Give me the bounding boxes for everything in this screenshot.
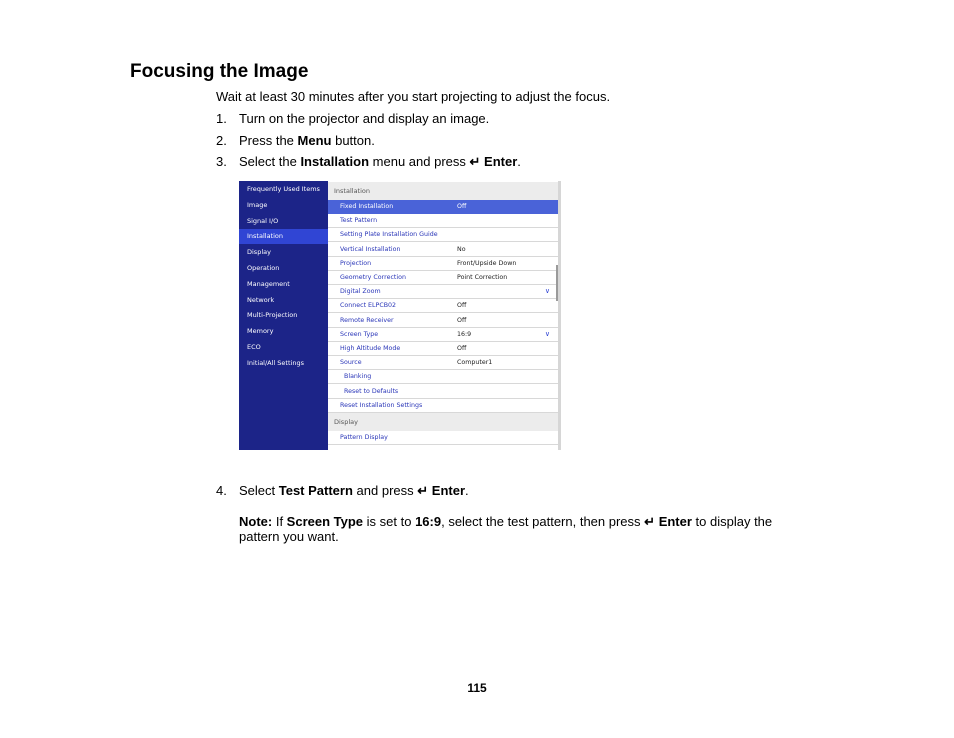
- menu-row[interactable]: [328, 431, 558, 445]
- enter-keyword: Enter: [658, 514, 692, 529]
- screen-type-keyword: Screen Type: [286, 514, 364, 529]
- menu-row-value: Computer1: [457, 359, 493, 367]
- menu-row-label: Projection: [340, 259, 372, 267]
- menu-row[interactable]: [328, 342, 558, 356]
- menu-row[interactable]: [328, 385, 558, 399]
- menu-row-value: Off: [457, 345, 467, 352]
- note: Note: If Screen Type is set to 16:9, select the test pattern, then press ↵ Enter to display the pattern you want.: [239, 514, 773, 544]
- step-number: 2.: [216, 133, 227, 148]
- menu-row[interactable]: [328, 356, 558, 370]
- menu-row-label: Geometry Correction: [340, 274, 406, 281]
- menu-row-value: Front/Upside Down: [457, 259, 517, 267]
- sidebar-item[interactable]: Initial/All Settings: [247, 358, 304, 367]
- chevron-down-icon: ∨: [544, 329, 550, 338]
- menu-row-label: Reset to Defaults: [344, 387, 399, 395]
- sidebar-item[interactable]: Memory: [247, 327, 274, 336]
- page-number: 115: [467, 681, 487, 695]
- step-text: Select the Installation menu and press ↵ Enter.: [239, 154, 521, 169]
- menu-row-value: Point Correction: [457, 274, 508, 281]
- menu-row-label: Vertical Installation: [340, 245, 401, 253]
- menu-row-value: Off: [457, 316, 467, 324]
- menu-keyword: Menu: [297, 133, 332, 148]
- menu-row[interactable]: [328, 328, 558, 342]
- menu-screenshot: [239, 181, 561, 450]
- menu-row-label: Digital Zoom: [340, 288, 381, 296]
- note-label: Note:: [239, 514, 273, 529]
- menu-row-label: Reset Installation Settings: [340, 401, 423, 409]
- menu-row-value: Off: [457, 302, 467, 310]
- sidebar-item[interactable]: Network: [247, 295, 275, 304]
- menu-row[interactable]: [328, 214, 558, 228]
- enter-icon: ↵: [417, 483, 429, 498]
- chevron-down-icon: ∨: [544, 287, 550, 296]
- menu-row[interactable]: [328, 271, 558, 285]
- menu-panel: [328, 181, 558, 450]
- step-text: Press the Menu button.: [239, 133, 375, 148]
- menu-row-value: 16:9: [457, 330, 472, 338]
- page-title: Focusing the Image: [130, 61, 309, 82]
- step-number: 3.: [216, 154, 227, 169]
- enter-icon: ↵: [644, 514, 656, 529]
- menu-row-label: Setting Plate Installation Guide: [340, 231, 438, 239]
- menu-row-value: Off: [457, 203, 467, 210]
- step-text: Select Test Pattern and press ↵ Enter.: [239, 483, 469, 498]
- sidebar-item[interactable]: ECO: [247, 343, 261, 351]
- menu-sidebar: [239, 181, 328, 450]
- section-header: Display: [328, 413, 558, 431]
- menu-row-label: Pattern Display: [340, 434, 388, 441]
- section-header: Installation: [328, 182, 558, 200]
- scrollbar: [556, 265, 558, 301]
- menu-row[interactable]: [328, 399, 558, 413]
- menu-row-value: No: [457, 245, 466, 253]
- menu-row-label: Remote Receiver: [340, 316, 394, 324]
- enter-keyword: Enter: [484, 154, 518, 169]
- sidebar-item[interactable]: Management: [247, 279, 290, 288]
- menu-row[interactable]: [328, 243, 558, 257]
- menu-row[interactable]: [328, 314, 558, 328]
- menu-row-label: Screen Type: [340, 330, 379, 338]
- sidebar-item[interactable]: Signal I/O: [247, 216, 279, 225]
- menu-row[interactable]: [328, 257, 558, 271]
- menu-row-label: Fixed Installation: [340, 203, 394, 210]
- step-number: 4.: [216, 483, 227, 498]
- enter-keyword: Enter: [431, 483, 466, 498]
- menu-row[interactable]: [328, 228, 558, 242]
- menu-row-label: Blanking: [344, 373, 372, 381]
- menu-row[interactable]: [328, 200, 558, 214]
- menu-row-label: Connect ELPCB02: [340, 302, 397, 310]
- menu-row[interactable]: [328, 285, 558, 299]
- sidebar-item[interactable]: Display: [247, 248, 271, 257]
- enter-icon: ↵: [469, 154, 481, 169]
- menu-row-label: High Altitude Mode: [340, 345, 401, 352]
- sidebar-item[interactable]: Frequently Used Items: [247, 185, 320, 193]
- menu-row-label: Source: [340, 359, 362, 367]
- menu-row[interactable]: [328, 370, 558, 384]
- sidebar-item[interactable]: Multi-Projection: [247, 311, 298, 320]
- step-number: 1.: [216, 111, 227, 126]
- installation-keyword: Installation: [300, 154, 370, 169]
- test-pattern-keyword: Test Pattern: [278, 483, 353, 498]
- menu-row[interactable]: [328, 299, 558, 313]
- menu-row-label: Test Pattern: [340, 217, 378, 225]
- sidebar-item[interactable]: Installation: [239, 229, 328, 244]
- step-text: Turn on the projector and display an image.: [239, 111, 490, 126]
- sidebar-item[interactable]: Operation: [247, 264, 280, 272]
- aspect-keyword: 16:9: [415, 514, 442, 529]
- intro-text: Wait at least 30 minutes after you start projecting to adjust the focus.: [216, 89, 611, 104]
- sidebar-item[interactable]: Image: [247, 200, 268, 209]
